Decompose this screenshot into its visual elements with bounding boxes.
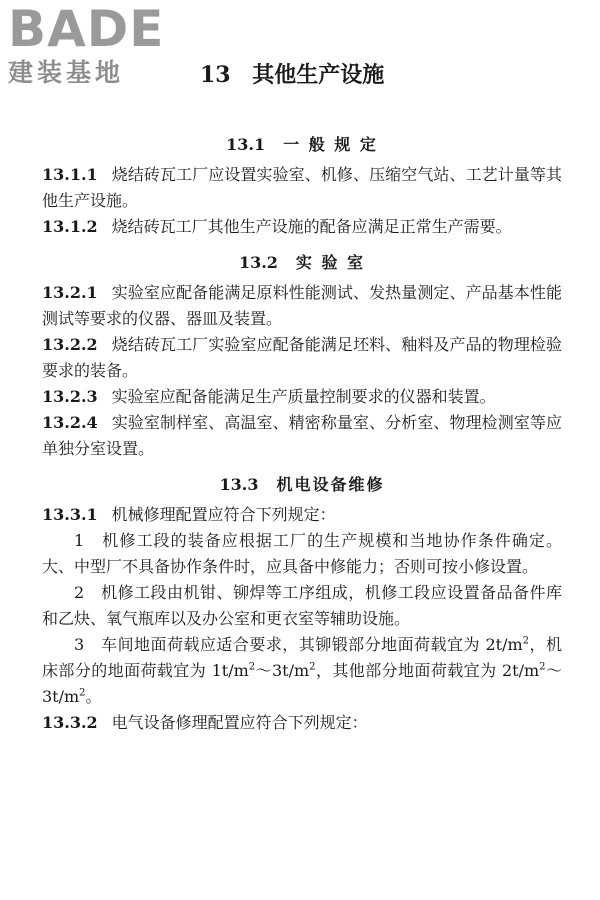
list-item: 2 机修工段由机钳、铆焊等工序组成，机修工段应设置备品备件库和乙炔、氧气瓶库以及办公室和更衣室等辅助设施。 (42, 583, 562, 628)
item-text: 。 (85, 687, 102, 706)
clause-number: 13.3.1 (42, 505, 98, 524)
section-title: 实 验 室 (295, 253, 366, 272)
clause-text: 烧结砖瓦工厂应设置实验室、机修、压缩空气站、工艺计量等其他生产设施。 (42, 165, 562, 210)
superscript: 2 (248, 661, 256, 673)
list-item (42, 632, 562, 710)
clause-text: 机械修理配置应符合下列规定： (111, 505, 336, 524)
item-text: ，其他部分地面荷载宜为 2t/m (315, 661, 540, 680)
section-title: 机电设备维修 (276, 475, 385, 494)
chapter-title: 其他生产设施 (252, 62, 385, 88)
page-body (42, 128, 562, 736)
section-heading (42, 246, 562, 280)
clause-number: 13.3.2 (42, 713, 98, 732)
clause (42, 502, 562, 528)
superscript: 2 (539, 661, 546, 673)
clause-number: 13.2.2 (42, 335, 98, 354)
item-text: ～3t/m (42, 661, 562, 706)
clause-number: 13.2.1 (42, 283, 98, 302)
clause-text: 烧结砖瓦工厂其他生产设施的配备应满足正常生产需要。 (111, 217, 512, 236)
list-item: 1 机修工段的装备应根据工厂的生产规模和当地协作条件确定。大、中型厂不具备协作条件时，应具备中修能力；否则可按小修设置。 (42, 531, 562, 576)
clause-number: 13.2.3 (42, 387, 98, 406)
chapter-heading (200, 58, 384, 89)
clause (42, 280, 562, 332)
chapter-number: 13 (200, 62, 231, 88)
item-text: ～3t/m (255, 661, 310, 680)
section-title: 一 般 规 定 (283, 135, 378, 154)
superscript: 2 (79, 687, 86, 699)
section-heading (42, 128, 562, 162)
clause (42, 162, 562, 214)
section-heading (42, 468, 562, 502)
section-number: 13.2 (238, 253, 278, 272)
section-number: 13.3 (219, 475, 259, 494)
clause (42, 710, 562, 736)
clause-number: 13.2.4 (42, 413, 98, 432)
clause (42, 214, 562, 240)
superscript: 2 (522, 635, 530, 647)
clause-number: 13.1.2 (42, 217, 98, 236)
item-text: 3 车间地面荷载应适合要求，其铆锻部分地面荷载宜为 2t/m (74, 635, 523, 654)
clause-text: 实验室制样室、高温室、精密称量室、分析室、物理检测室等应单独分室设置。 (42, 413, 562, 458)
section-number: 13.1 (226, 135, 266, 154)
clause-number: 13.1.1 (42, 165, 98, 184)
logo-mark: BADE (8, 0, 165, 58)
logo-subtitle: 建装基地 (8, 58, 125, 87)
clause (42, 410, 562, 462)
superscript: 2 (309, 661, 316, 673)
bade-logo (8, 0, 178, 88)
clause-text: 实验室应配备能满足生产质量控制要求的仪器和装置。 (111, 387, 496, 406)
clause (42, 332, 562, 384)
clause-text: 烧结砖瓦工厂实验室应配备能满足坯料、釉料及产品的物理检验要求的装备。 (42, 335, 562, 380)
clause-text: 电气设备修理配置应符合下列规定： (111, 713, 368, 732)
clause-text: 实验室应配备能满足原料性能测试、发热量测定、产品基本性能测试等要求的仪器、器皿及装置。 (42, 283, 562, 328)
item-text: ，机床部分的地面荷载宜为 1t/m (42, 635, 562, 680)
clause (42, 384, 562, 410)
